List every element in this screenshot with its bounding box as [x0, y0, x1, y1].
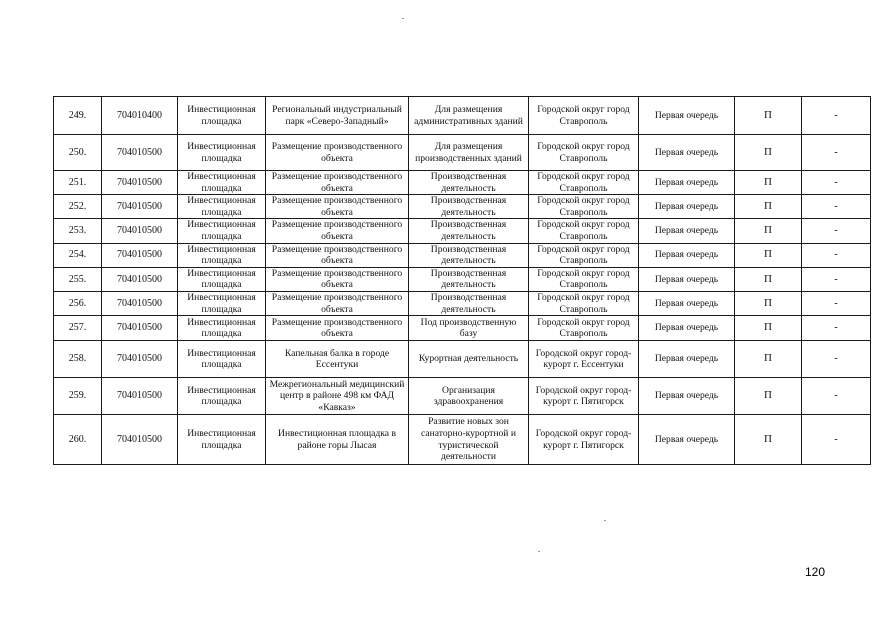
object-priority: Первая очередь	[639, 97, 735, 135]
object-location: Городской округ город Ставрополь	[529, 219, 639, 243]
object-note: -	[802, 378, 871, 415]
object-purpose: Развитие новых зон санаторно-курортной и туристической деятельности	[409, 415, 529, 465]
object-type: Инвестиционная площадка	[178, 267, 266, 291]
row-number: 252.	[54, 195, 102, 219]
table-row	[54, 378, 871, 415]
object-mark: П	[735, 97, 802, 135]
row-number: 259.	[54, 378, 102, 415]
object-location: Городской округ город-курорт г. Пятигорск	[529, 415, 639, 465]
object-location: Городской округ город Ставрополь	[529, 243, 639, 267]
object-priority: Первая очередь	[639, 415, 735, 465]
object-purpose: Производственная деятельность	[409, 171, 529, 195]
scan-speck	[402, 18, 404, 19]
page-number: 120	[805, 565, 826, 579]
table-row	[54, 135, 871, 171]
scan-speck	[604, 520, 606, 521]
object-type: Инвестиционная площадка	[178, 378, 266, 415]
object-type: Инвестиционная площадка	[178, 341, 266, 378]
object-priority: Первая очередь	[639, 171, 735, 195]
object-purpose: Производственная деятельность	[409, 267, 529, 291]
object-code: 704010400	[102, 97, 178, 135]
object-mark: П	[735, 267, 802, 291]
object-location: Городской округ город Ставрополь	[529, 316, 639, 341]
object-purpose: Организация здравоохранения	[409, 378, 529, 415]
object-mark: П	[735, 195, 802, 219]
object-note: -	[802, 316, 871, 341]
object-purpose: Для размещения административных зданий	[409, 97, 529, 135]
object-type: Инвестиционная площадка	[178, 219, 266, 243]
object-name: Инвестиционная площадка в районе горы Лысая	[266, 415, 409, 465]
object-type: Инвестиционная площадка	[178, 195, 266, 219]
object-purpose: Для размещения производственных зданий	[409, 135, 529, 171]
object-code: 704010500	[102, 291, 178, 315]
object-purpose: Производственная деятельность	[409, 291, 529, 315]
row-number: 260.	[54, 415, 102, 465]
object-mark: П	[735, 243, 802, 267]
object-priority: Первая очередь	[639, 267, 735, 291]
object-purpose: Под производственную базу	[409, 316, 529, 341]
object-name: Размещение производственного объекта	[266, 291, 409, 315]
object-note: -	[802, 291, 871, 315]
object-name: Капельная балка в городе Ессентуки	[266, 341, 409, 378]
row-number: 258.	[54, 341, 102, 378]
object-purpose: Курортная деятельность	[409, 341, 529, 378]
object-mark: П	[735, 316, 802, 341]
object-code: 704010500	[102, 341, 178, 378]
object-name: Размещение производственного объекта	[266, 243, 409, 267]
object-priority: Первая очередь	[639, 378, 735, 415]
object-location: Городской округ город Ставрополь	[529, 267, 639, 291]
table-row	[54, 291, 871, 315]
object-name: Размещение производственного объекта	[266, 135, 409, 171]
object-name: Размещение производственного объекта	[266, 316, 409, 341]
object-mark: П	[735, 341, 802, 378]
object-location: Городской округ город-курорт г. Пятигорск	[529, 378, 639, 415]
object-location: Городской округ город Ставрополь	[529, 291, 639, 315]
object-note: -	[802, 243, 871, 267]
object-location: Городской округ город Ставрополь	[529, 195, 639, 219]
object-name: Размещение производственного объекта	[266, 267, 409, 291]
object-note: -	[802, 171, 871, 195]
object-name: Размещение производственного объекта	[266, 171, 409, 195]
row-number: 257.	[54, 316, 102, 341]
object-location: Городской округ город-курорт г. Ессентуки	[529, 341, 639, 378]
object-priority: Первая очередь	[639, 195, 735, 219]
object-type: Инвестиционная площадка	[178, 316, 266, 341]
object-priority: Первая очередь	[639, 243, 735, 267]
table-body	[54, 97, 871, 465]
object-code: 704010500	[102, 195, 178, 219]
row-number: 250.	[54, 135, 102, 171]
object-mark: П	[735, 378, 802, 415]
object-note: -	[802, 341, 871, 378]
register-table	[53, 96, 871, 465]
object-note: -	[802, 267, 871, 291]
object-code: 704010500	[102, 415, 178, 465]
object-priority: Первая очередь	[639, 135, 735, 171]
object-priority: Первая очередь	[639, 316, 735, 341]
object-priority: Первая очередь	[639, 341, 735, 378]
object-name: Размещение производственного объекта	[266, 219, 409, 243]
row-number: 249.	[54, 97, 102, 135]
object-mark: П	[735, 219, 802, 243]
object-mark: П	[735, 135, 802, 171]
object-code: 704010500	[102, 243, 178, 267]
object-type: Инвестиционная площадка	[178, 135, 266, 171]
object-type: Инвестиционная площадка	[178, 171, 266, 195]
row-number: 253.	[54, 219, 102, 243]
row-number: 255.	[54, 267, 102, 291]
object-purpose: Производственная деятельность	[409, 195, 529, 219]
object-name: Размещение производственного объекта	[266, 195, 409, 219]
object-note: -	[802, 135, 871, 171]
object-note: -	[802, 415, 871, 465]
table-row	[54, 341, 871, 378]
object-type: Инвестиционная площадка	[178, 243, 266, 267]
table-row	[54, 243, 871, 267]
object-code: 704010500	[102, 219, 178, 243]
table-row	[54, 195, 871, 219]
object-type: Инвестиционная площадка	[178, 291, 266, 315]
table-row	[54, 219, 871, 243]
table-row	[54, 316, 871, 341]
object-note: -	[802, 219, 871, 243]
object-location: Городской округ город Ставрополь	[529, 97, 639, 135]
object-code: 704010500	[102, 267, 178, 291]
object-purpose: Производственная деятельность	[409, 219, 529, 243]
object-purpose: Производственная деятельность	[409, 243, 529, 267]
object-code: 704010500	[102, 135, 178, 171]
table-row	[54, 97, 871, 135]
object-code: 704010500	[102, 171, 178, 195]
object-type: Инвестиционная площадка	[178, 415, 266, 465]
object-code: 704010500	[102, 316, 178, 341]
table-row	[54, 171, 871, 195]
table-row	[54, 415, 871, 465]
object-priority: Первая очередь	[639, 291, 735, 315]
object-mark: П	[735, 291, 802, 315]
object-name: Межрегиональный медицинский центр в районе 498 км ФАД «Кавказ»	[266, 378, 409, 415]
object-note: -	[802, 97, 871, 135]
object-name: Региональный индустриальный парк «Северо-Западный»	[266, 97, 409, 135]
row-number: 254.	[54, 243, 102, 267]
object-mark: П	[735, 171, 802, 195]
object-location: Городской округ город Ставрополь	[529, 171, 639, 195]
object-location: Городской округ город Ставрополь	[529, 135, 639, 171]
object-mark: П	[735, 415, 802, 465]
row-number: 256.	[54, 291, 102, 315]
object-type: Инвестиционная площадка	[178, 97, 266, 135]
object-code: 704010500	[102, 378, 178, 415]
object-note: -	[802, 195, 871, 219]
scan-speck	[538, 551, 540, 552]
table-row	[54, 267, 871, 291]
object-priority: Первая очередь	[639, 219, 735, 243]
row-number: 251.	[54, 171, 102, 195]
